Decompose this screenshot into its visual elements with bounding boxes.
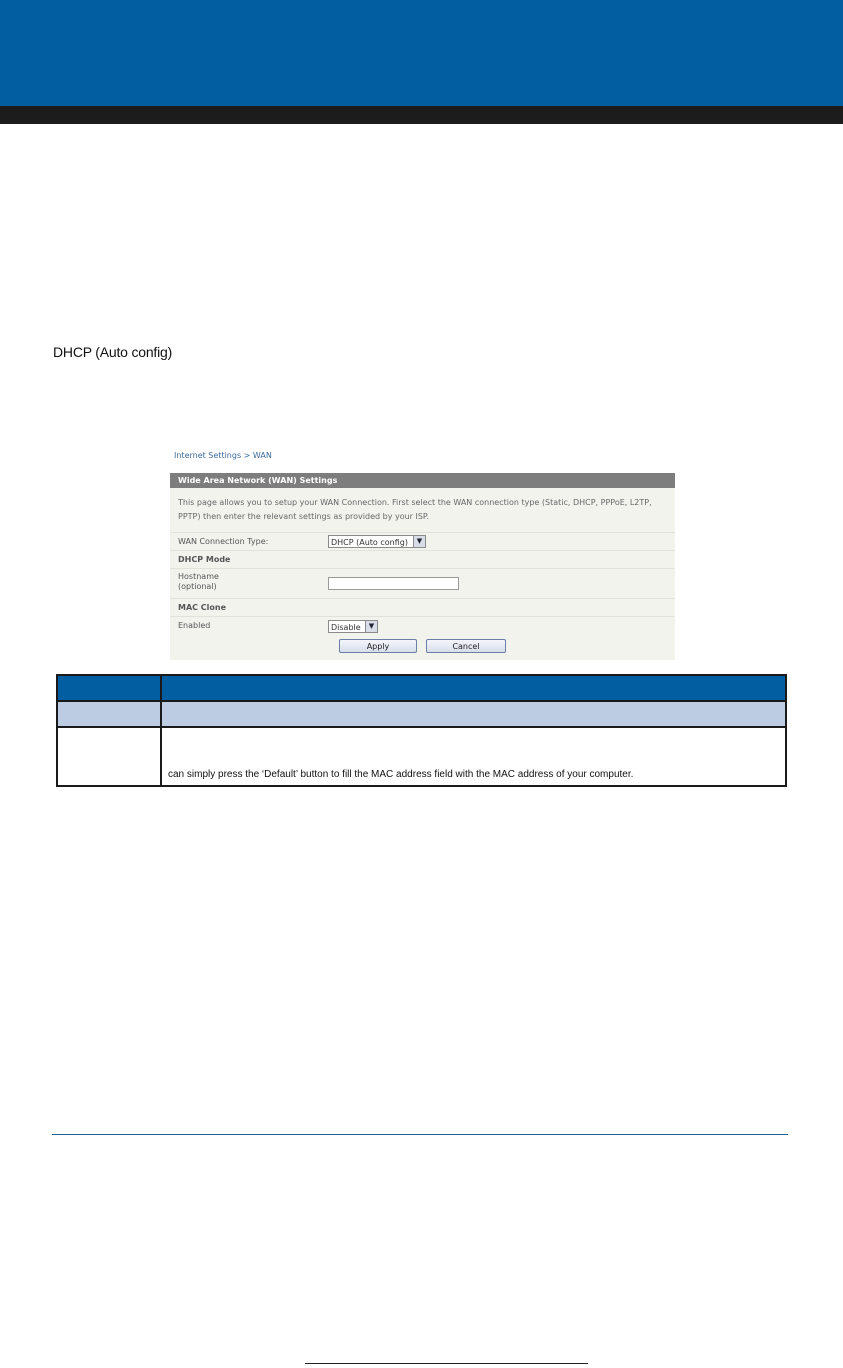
panel-description: This page allows you to setup your WAN Connection. First select the WAN connection type (Static, DHCP, PPPoE, L2TP, PPTP) then enter the relevant settings as provided by your ISP. bbox=[178, 498, 652, 521]
dhcp-mode-label: DHCP Mode bbox=[178, 555, 231, 564]
mac-clone-select[interactable] bbox=[328, 620, 378, 633]
enabled-row bbox=[170, 616, 675, 635]
hostname-label: Hostname bbox=[178, 572, 219, 581]
table-cell bbox=[57, 701, 161, 727]
enabled-label: Enabled bbox=[178, 621, 211, 630]
panel-title: Wide Area Network (WAN) Settings bbox=[170, 473, 675, 488]
wan-settings-panel bbox=[170, 473, 675, 660]
mac-clone-row bbox=[170, 598, 675, 616]
table-cell bbox=[161, 727, 786, 786]
hostname-input[interactable] bbox=[328, 577, 459, 590]
wan-type-row bbox=[170, 532, 675, 550]
cancel-button[interactable]: Cancel bbox=[426, 639, 506, 653]
wan-type-select[interactable] bbox=[328, 535, 426, 548]
chevron-down-icon[interactable]: ▼ bbox=[365, 621, 377, 632]
table-row bbox=[57, 727, 786, 786]
table-header-cell bbox=[57, 675, 161, 701]
table-cell bbox=[161, 701, 786, 727]
wan-type-label: WAN Connection Type: bbox=[178, 537, 269, 546]
apply-button[interactable]: Apply bbox=[339, 639, 417, 653]
mac-clone-label: MAC Clone bbox=[178, 603, 227, 612]
dhcp-mode-row bbox=[170, 550, 675, 568]
parameter-table bbox=[56, 674, 787, 787]
breadcrumb[interactable]: Internet Settings > WAN bbox=[174, 451, 272, 460]
hostname-optional-label: (optional) bbox=[178, 582, 217, 591]
hostname-row bbox=[170, 568, 675, 598]
table-cell bbox=[57, 727, 161, 786]
header-rule bbox=[0, 106, 843, 124]
table-header-cell bbox=[161, 675, 786, 701]
table-row bbox=[57, 701, 786, 727]
chevron-down-icon[interactable]: ▼ bbox=[413, 536, 425, 547]
table-header-row bbox=[57, 675, 786, 701]
page-header-banner bbox=[0, 0, 843, 106]
section-heading: DHCP (Auto config) bbox=[53, 344, 173, 360]
router-settings-screenshot bbox=[170, 445, 675, 660]
footer-rule bbox=[52, 1134, 788, 1135]
mac-clone-value: Disable bbox=[331, 623, 361, 632]
wan-type-value: DHCP (Auto config) bbox=[331, 538, 408, 547]
table-cell-line: can simply press the ‘Default’ button to fill the MAC address field with the MAC address of your computer. bbox=[168, 769, 634, 780]
page-number-rule bbox=[305, 1363, 588, 1364]
